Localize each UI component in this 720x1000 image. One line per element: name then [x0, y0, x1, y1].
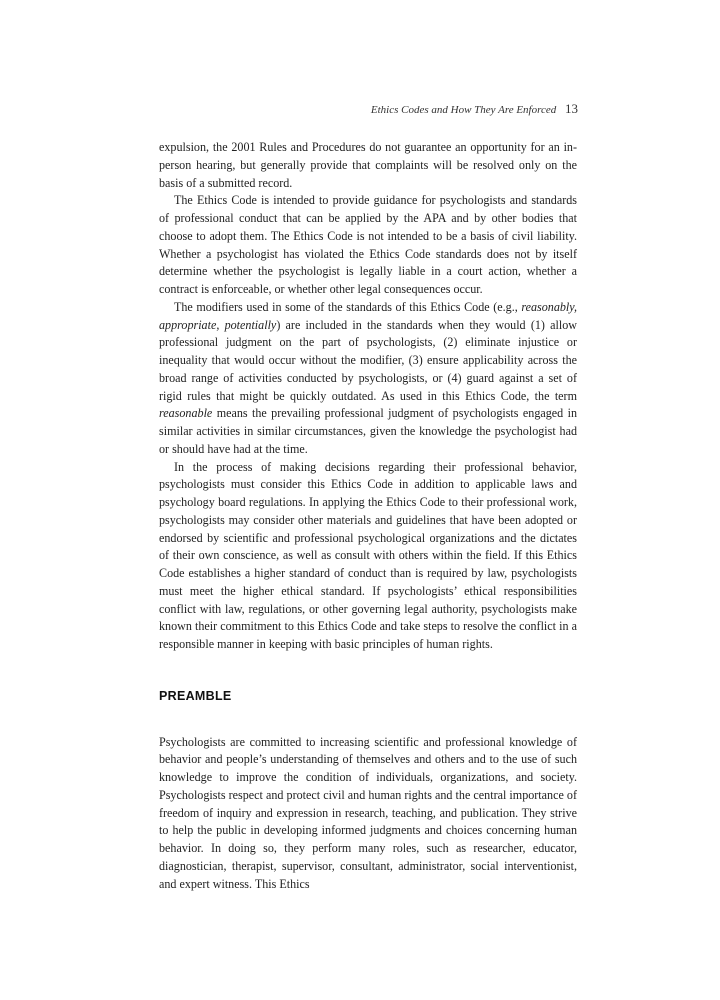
term-reasonable-italic: reasonable — [159, 406, 213, 421]
body-text — [159, 139, 577, 893]
running-head — [371, 101, 578, 117]
paragraph-liability: The Ethics Code is intended to provide guidance for psychologists and standards of professional conduct that can be applied by the APA and by other bodies that choose to adopt them. The Ethics Code is not intended to be a basis of civil liability. Whether a psychologist has violated the Ethics Code standards does not by itself determine whether the psychologist is legally liable in a court action, whether a contract is enforceable, or whether other legal consequences occur. — [159, 193, 577, 296]
modifiers-text-3: means the prevailing professional judgment of psychologists engaged in similar activities in similar circumstances, given the knowledge the psychologist had or should have had at the time. — [159, 406, 577, 456]
section-heading-preamble: PREAMBLE — [159, 688, 232, 703]
page-number: 13 — [565, 101, 578, 116]
paragraph-decisions: In the process of making decisions regarding their professional behavior, psychologists must consider this Ethics Code in addition to applicable laws and psychology board regulations. In applying the Ethics Code to their professional work, psychologists may consider other materials and guidelines that have been adopted or endorsed by scientific and professional psychological organizations and the dictates of their own conscience, as well as consult with others within the field. If this Ethics Code establishes a higher standard of conduct than is required by law, psychologists must meet the higher ethical standard. If psychologists’ ethical responsibilities conflict with law, regulations, or other governing legal authority, psychologists make known their commitment to this Ethics Code and take steps to resolve the conflict in a responsible manner in keeping with basic principles of human rights. — [159, 459, 577, 651]
modifiers-text-2: ) are included in the standards when they would (1) allow professional judgment on the part of psychologists, (2) eliminate injustice or inequality that would occur without the modifier, (3) ensure applicability across the broad range of activities conducted by psychologists, or (4) guard against a set of rigid rules that might be quickly outdated. As used in this Ethics Code, the term — [159, 317, 578, 403]
modifiers-examples-italic: reasonably, appropriate, potentially — [159, 299, 577, 332]
modifiers-text-1: The modifiers used in some of the standards of this Ethics Code (e.g., — [174, 299, 522, 314]
paragraph-modifiers — [159, 299, 577, 459]
running-head-title: Ethics Codes and How They Are Enforced — [370, 104, 557, 116]
paragraph-preamble: Psychologists are committed to increasing scientific and professional knowledge of behavior and people’s understanding of themselves and others and to the use of such knowledge to improve the condition of individuals, organizations, and society. Psychologists respect and protect civil and human rights and the central importance of freedom of inquiry and expression in research, teaching, and publication. They strive to help the public in developing informed judgments and choices concerning human behavior. In doing so, they perform many roles, such as researcher, educator, diagnostician, therapist, supervisor, consultant, administrator, social interventionist, and expert witness. This Ethics — [159, 734, 577, 891]
paragraph-continued: expulsion, the 2001 Rules and Procedures do not guarantee an opportunity for an in-person hearing, but generally provide that complaints will be resolved only on the basis of a submitted record. — [159, 140, 577, 190]
